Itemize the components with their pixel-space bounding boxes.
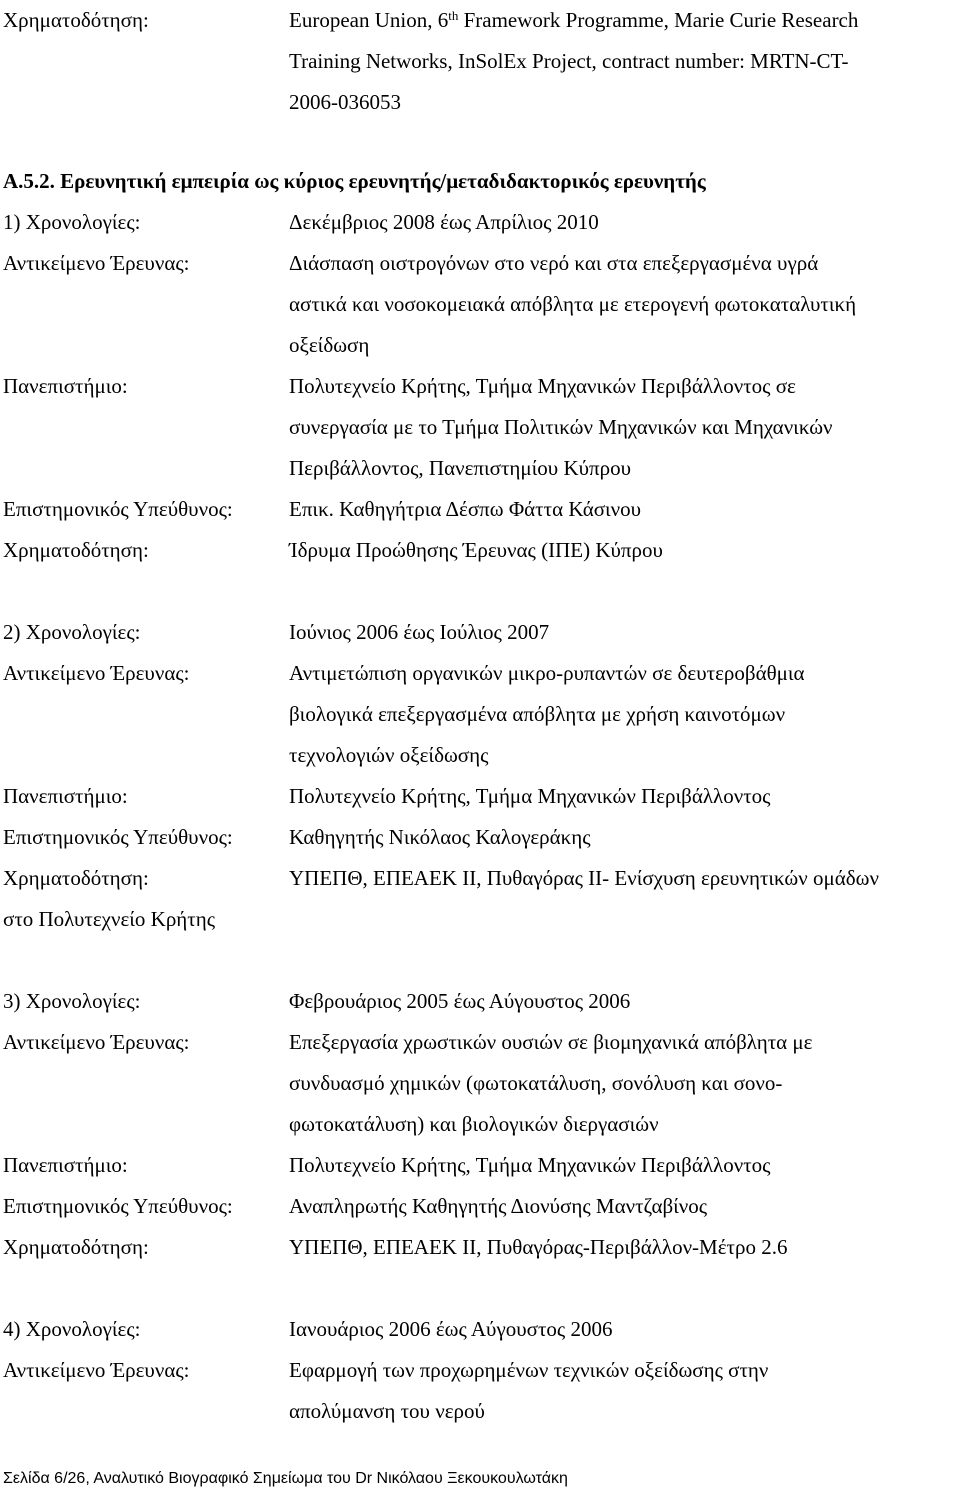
experience-entry (3, 1309, 957, 1432)
supervisor-row (3, 1186, 957, 1227)
funding-top-row (3, 0, 957, 123)
university-value (289, 1145, 957, 1186)
supervisor-label: Επιστημονικός Υπεύθυνος: (3, 825, 233, 849)
experience-entry (3, 202, 957, 571)
funding-top-label: Χρηματοδότηση: (3, 8, 149, 32)
university-line: Πολυτεχνείο Κρήτης, Τμήμα Μηχανικών Περιβάλλοντος (289, 1153, 771, 1177)
topic-value (289, 243, 957, 366)
experience-entry (3, 981, 957, 1268)
topic-line: Επεξεργασία χρωστικών ουσιών σε βιομηχανικά απόβλητα με (289, 1030, 813, 1054)
university-row (3, 776, 957, 817)
topic-line: αστικά και νοσοκομειακά απόβλητα με ετερογενή φωτοκαταλυτική (289, 292, 857, 316)
supervisor-value: Αναπληρωτής Καθηγητής Διονύσης Μαντζαβίνος (289, 1194, 708, 1218)
funding-row (3, 1227, 957, 1268)
supervisor-label: Επιστημονικός Υπεύθυνος: (3, 497, 233, 521)
university-row (3, 1145, 957, 1186)
topic-line: συνδυασμό χημικών (φωτοκατάλυση, σονόλυση και σονο- (289, 1071, 783, 1095)
chrono-value: Ιούνιος 2006 έως Ιούλιος 2007 (289, 620, 550, 644)
topic-value (289, 1350, 957, 1432)
experience-entry (3, 612, 957, 940)
funding-line: ΥΠΕΠΘ, ΕΠΕΑΕΚ ΙΙ, Πυθαγόρας-Περιβάλλον-Μέτρο 2.6 (289, 1235, 788, 1259)
funding-label: Χρηματοδότηση: (3, 1235, 149, 1259)
supervisor-row (3, 817, 957, 858)
topic-line: απολύμανση του νερού (289, 1399, 485, 1423)
supervisor-value: Επικ. Καθηγήτρια Δέσπω Φάττα Κάσινου (289, 497, 642, 521)
university-line: Πολυτεχνείο Κρήτης, Τμήμα Μηχανικών Περιβάλλοντος (289, 784, 771, 808)
chrono-value: Φεβρουάριος 2005 έως Αύγουστος 2006 (289, 989, 631, 1013)
topic-value (289, 653, 957, 776)
chrono-label: 1) Χρονολογίες: (3, 210, 141, 234)
university-line: συνεργασία με το Τμήμα Πολιτικών Μηχανικών και Μηχανικών (289, 415, 833, 439)
document-page (3, 0, 957, 1432)
university-row (3, 366, 957, 489)
funding-top-value (289, 0, 957, 123)
topic-row (3, 243, 957, 366)
topic-line: Διάσπαση οιστρογόνων στο νερό και στα επεξεργασμένα υγρά (289, 251, 819, 275)
chrono-value: Δεκέμβριος 2008 έως Απρίλιος 2010 (289, 210, 599, 234)
funding-label: Χρηματοδότηση: (3, 866, 149, 890)
funding-top-line1: European Union, 6th Framework Programme, Marie Curie Research (289, 8, 859, 32)
topic-value (289, 1022, 957, 1145)
university-label: Πανεπιστήμιο: (3, 1153, 128, 1177)
topic-label: Αντικείμενο Έρευνας: (3, 1030, 190, 1054)
university-label: Πανεπιστήμιο: (3, 374, 128, 398)
supervisor-row (3, 489, 957, 530)
supervisor-value: Καθηγητής Νικόλαος Καλογεράκης (289, 825, 591, 849)
section-heading: Α.5.2. Ερευνητική εμπειρία ως κύριος ερευνητής/μεταδιδακτορικός ερευνητής (3, 169, 706, 193)
funding-row (3, 530, 957, 571)
funding-line: ΥΠΕΠΘ, ΕΠΕΑΕΚ ΙΙ, Πυθαγόρας ΙΙ- Ενίσχυση ερευνητικών ομάδων (289, 866, 879, 890)
topic-label: Αντικείμενο Έρευνας: (3, 251, 190, 275)
chrono-label: 4) Χρονολογίες: (3, 1317, 141, 1341)
chrono-value: Ιανουάριος 2006 έως Αύγουστος 2006 (289, 1317, 613, 1341)
topic-line: οξείδωση (289, 333, 370, 357)
university-value (289, 776, 957, 817)
university-line: Πολυτεχνείο Κρήτης, Τμήμα Μηχανικών Περιβάλλοντος σε (289, 374, 796, 398)
university-label: Πανεπιστήμιο: (3, 784, 128, 808)
topic-label: Αντικείμενο Έρευνας: (3, 661, 190, 685)
topic-row (3, 1350, 957, 1432)
funding-value (289, 1227, 957, 1268)
supervisor-label: Επιστημονικός Υπεύθυνος: (3, 1194, 233, 1218)
funding-top-line3: 2006-036053 (289, 90, 401, 114)
topic-line: Αντιμετώπιση οργανικών μικρο-ρυπαντών σε δευτεροβάθμια (289, 661, 805, 685)
chrono-row (3, 1309, 957, 1350)
topic-line: φωτοκατάλυση) και βιολογικών διεργασιών (289, 1112, 659, 1136)
chrono-label: 3) Χρονολογίες: (3, 989, 141, 1013)
chrono-row (3, 202, 957, 243)
topic-row (3, 1022, 957, 1145)
funding-value (289, 530, 957, 571)
superscript: th (448, 8, 459, 23)
funding-line: Ίδρυμα Προώθησης Έρευνας (ΙΠΕ) Κύπρου (289, 538, 663, 562)
chrono-row (3, 981, 957, 1022)
topic-line: βιολογικά επεξεργασμένα απόβλητα με χρήση καινοτόμων (289, 702, 786, 726)
topic-line: Εφαρμογή των προχωρημένων τεχνικών οξείδωσης στην (289, 1358, 769, 1382)
topic-label: Αντικείμενο Έρευνας: (3, 1358, 190, 1382)
topic-row (3, 653, 957, 776)
university-line: Περιβάλλοντος, Πανεπιστημίου Κύπρου (289, 456, 631, 480)
funding-label: Χρηματοδότηση: (3, 538, 149, 562)
funding-row (3, 858, 957, 940)
topic-line: τεχνολογιών οξείδωσης (289, 743, 489, 767)
chrono-row (3, 612, 957, 653)
page-footer: Σελίδα 6/26, Αναλυτικό Βιογραφικό Σημείωμα του Dr Νικόλαου Ξεκουκουλωτάκη (3, 1470, 568, 1487)
chrono-label: 2) Χρονολογίες: (3, 620, 141, 644)
funding-top-line2: Training Networks, InSolEx Project, contract number: MRTN-CT- (289, 49, 849, 73)
funding-line: στο Πολυτεχνείο Κρήτης (3, 907, 216, 931)
university-value (289, 366, 957, 489)
